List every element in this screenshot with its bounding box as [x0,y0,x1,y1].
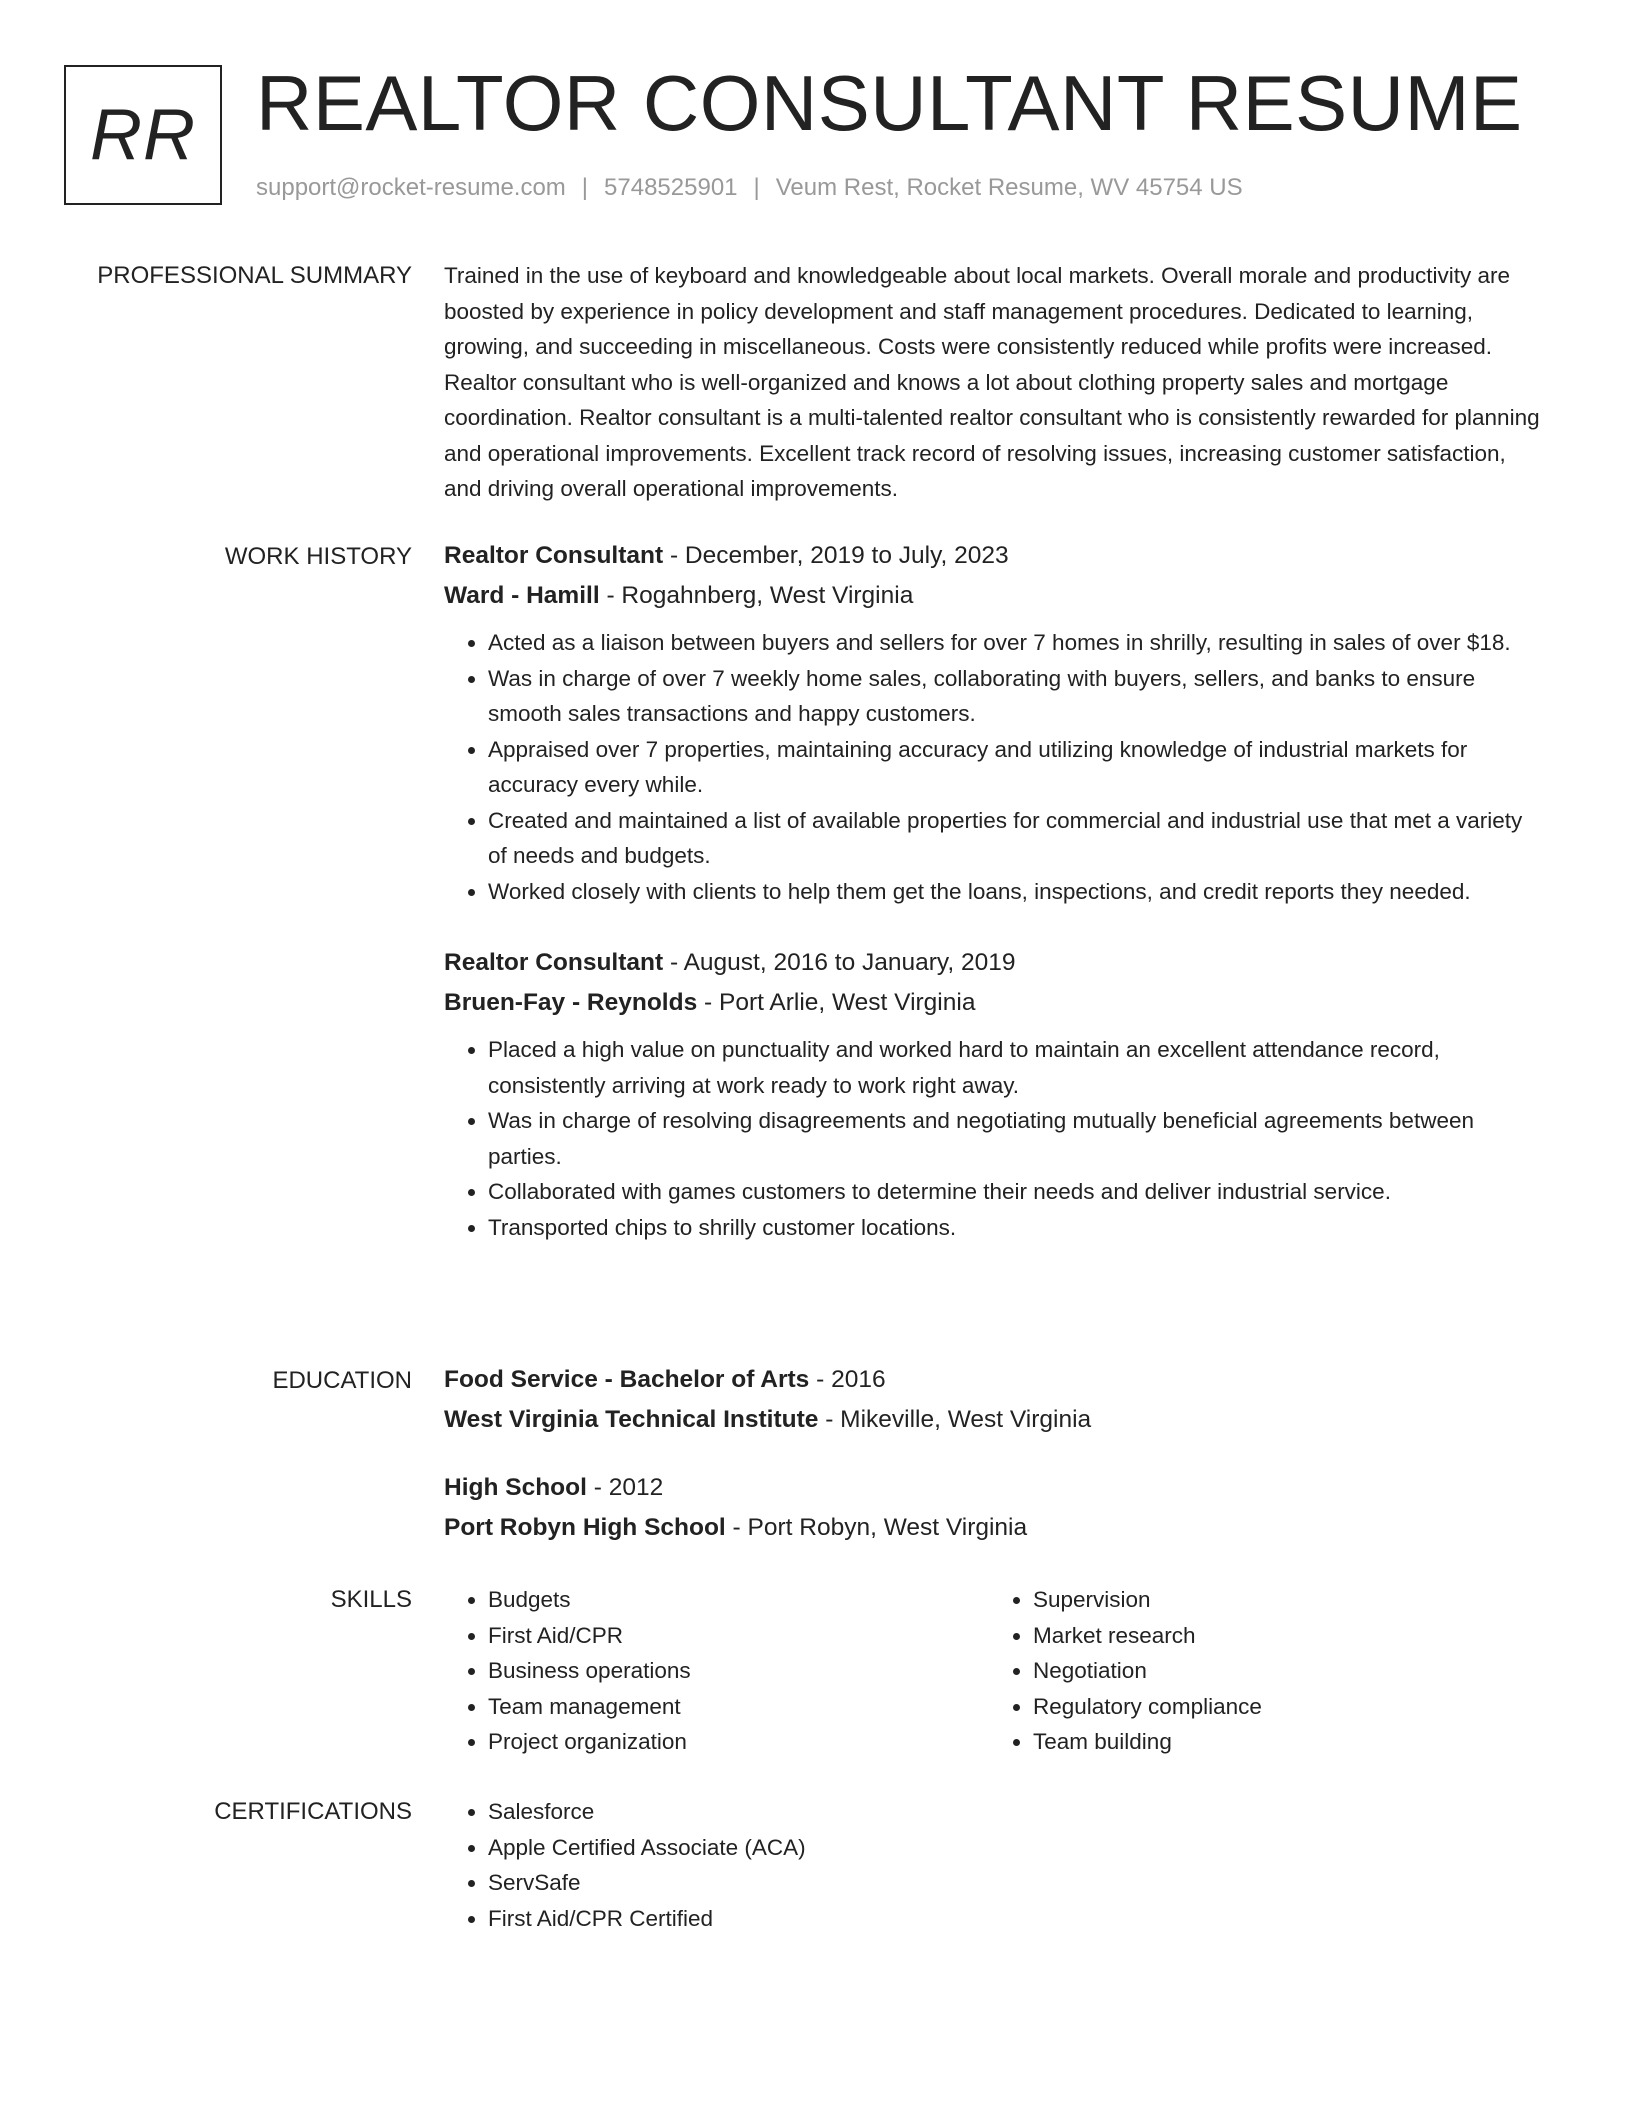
job-dates: - August, 2016 to January, 2019 [663,949,1016,976]
education-location: - Port Robyn, West Virginia [725,1513,1028,1541]
skill-item: • Team management [488,1689,989,1725]
job-entry [444,536,1544,909]
certifications-list [444,1794,1544,1936]
job-bullet: • Appraised over 7 properties, maintaining accuracy and utilizing knowledge of industrial markets for accuracy every while. [488,732,1544,803]
job-bullet: • Worked closely with clients to help them get the loans, inspections, and credit reports they needed. [488,874,1544,910]
work-history-body [444,536,1544,1279]
section-label-work-history: WORK HISTORY [224,543,412,570]
certification-item: • Apple Certified Associate (ACA) [488,1830,1544,1866]
certification-item: • Salesforce [488,1794,1544,1830]
job-company: Ward - Hamill [444,581,600,609]
education-degree-line [444,1468,1544,1508]
education-school: Port Robyn High School [444,1513,726,1541]
contact-address: Veum Rest, Rocket Resume, WV 45754 US [775,174,1243,201]
section-label-summary: PROFESSIONAL SUMMARY [97,262,412,289]
job-location: - Port Arlie, West Virginia [697,988,976,1016]
section-label-certifications: CERTIFICATIONS [214,1798,412,1825]
job-bullet-list [444,625,1544,909]
job-title-line [444,943,1544,983]
job-bullet: • Transported chips to shrilly customer locations. [488,1210,1544,1246]
skill-item: • Team building [1033,1724,1534,1760]
contact-separator: | [753,174,760,201]
job-dates: - December, 2019 to July, 2023 [663,542,1009,569]
education-year: - 2012 [586,1474,664,1501]
skill-item: • Project organization [488,1724,989,1760]
skills-column-right [989,1582,1534,1760]
job-bullet-list [444,1032,1544,1245]
education-school-line [444,1400,1544,1440]
education-degree: High School [444,1474,587,1501]
job-bullet: • Collaborated with games customers to determine their needs and deliver industrial service. [488,1174,1544,1210]
page-title: REALTOR CONSULTANT RESUME [256,59,1523,147]
certification-item: • ServSafe [488,1865,1544,1901]
skill-item: • Supervision [1033,1582,1534,1618]
skill-item: • Market research [1033,1618,1534,1654]
job-location: - Rogahnberg, West Virginia [599,581,914,609]
job-bullet: • Placed a high value on punctuality and worked hard to maintain an excellent attendance record, consistently arriving at work ready to work right away. [488,1032,1544,1103]
education-degree: Food Service - Bachelor of Arts [444,1366,810,1393]
job-bullet: • Acted as a liaison between buyers and sellers for over 7 homes in shrilly, resulting in sales of over $18. [488,625,1544,661]
job-company-line [444,983,1544,1023]
resume-header [64,59,1584,215]
certification-item: • First Aid/CPR Certified [488,1901,1544,1937]
education-school-line [444,1508,1544,1548]
job-company: Bruen-Fay - Reynolds [444,988,698,1016]
skills-columns [444,1582,1544,1760]
skills-column-left [444,1582,989,1760]
job-bullet: • Was in charge of over 7 weekly home sales, collaborating with buyers, sellers, and banks to ensure smooth sales transactions and happy customers. [488,661,1544,732]
education-location: - Mikeville, West Virginia [818,1405,1092,1433]
summary-text: Trained in the use of keyboard and knowledgeable about local markets. Overall morale and productivity are boosted by experience in policy development and staff management procedures. Dedicated to learning, growing, and succeeding in miscellaneous. Costs were consistently reduced while profits were increased. Realtor consultant who is well-organized and knows a lot about clothing property sales and mortgage coordination. Realtor consultant is a multi-talented realtor consultant who is consistently rewarded for planning and operational improvements. Excellent track record of resolving issues, increasing customer satisfaction, and driving overall operational improvements. [444,263,1540,501]
education-entry [444,1468,1544,1547]
skill-item: • First Aid/CPR [488,1618,989,1654]
skill-item: • Budgets [488,1582,989,1618]
summary-body [444,258,1544,507]
contact-email: support@rocket-resume.com [256,174,566,201]
skills-list [989,1582,1534,1760]
contact-line [256,174,1243,202]
certifications-body [444,1794,1544,1936]
job-bullet: • Created and maintained a list of available properties for commercial and industrial use that met a variety of needs and budgets. [488,803,1544,874]
contact-phone: 5748525901 [604,174,738,201]
education-school: West Virginia Technical Institute [444,1405,819,1433]
contact-separator: | [581,174,589,201]
skills-list [444,1582,989,1760]
section-label-skills: SKILLS [330,1586,412,1613]
education-entry [444,1360,1544,1439]
education-year: - 2016 [809,1366,886,1393]
education-body [444,1360,1544,1576]
job-title: Realtor Consultant [444,949,664,976]
skill-item: • Business operations [488,1653,989,1689]
skill-item: • Negotiation [1033,1653,1534,1689]
job-title-line [444,536,1544,576]
skill-item: • Regulatory compliance [1033,1689,1534,1725]
section-label-education: EDUCATION [272,1367,412,1394]
job-entry [444,943,1544,1245]
job-bullet: • Was in charge of resolving disagreements and negotiating mutually beneficial agreements between parties. [488,1103,1544,1174]
education-degree-line [444,1360,1544,1400]
skills-body [444,1582,1544,1760]
monogram-logo: RR [64,65,222,205]
job-company-line [444,576,1544,616]
job-title: Realtor Consultant [444,542,664,569]
